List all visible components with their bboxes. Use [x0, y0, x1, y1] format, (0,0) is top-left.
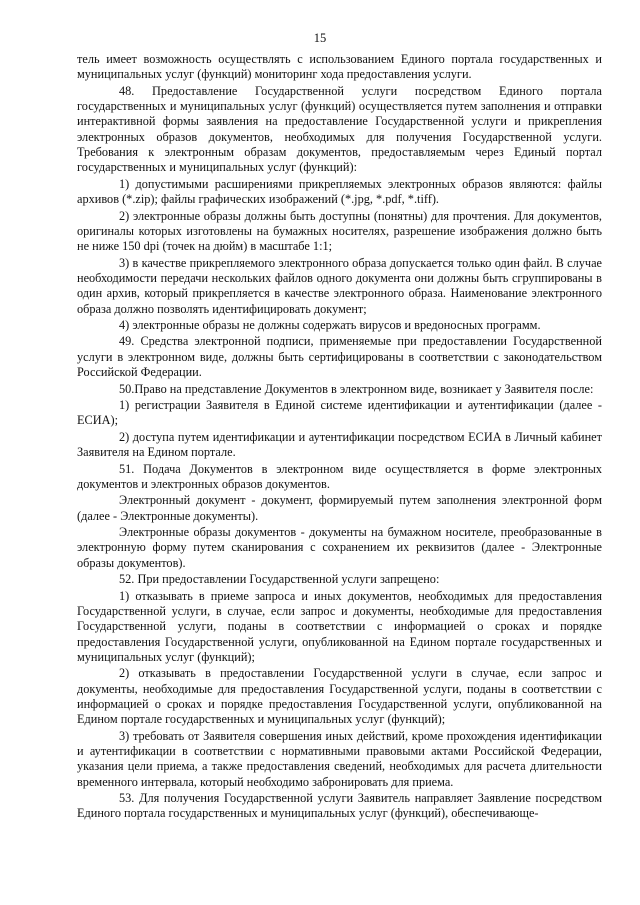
paragraph: 4) электронные образы не должны содержать вирусов и вредоносных программ.	[119, 317, 541, 332]
paragraph: 2) отказывать в предоставлении Государственной услуги в случае, если запрос и документы, необходимые для предоставления Государственной услуги, поданы в соответствии с информацией о сроках и порядке предоставления Государственной услуги, опубликованной на Едином портале государственных и муниципальных услуг (функций);	[77, 666, 602, 727]
paragraph: 50.Право на представление Документов в электронном виде, возникает у Заявителя после:	[119, 381, 594, 396]
paragraph: 3) требовать от Заявителя совершения иных действий, кроме прохождения идентификации и аутентификации в соответствии с нормативными правовыми актами Российской Федерации, указания цели приема, а также предоставления сведений, необходимых для расчета длительности временного интервала, который необходимо забронировать для приема.	[77, 728, 602, 789]
paragraph: 52. При предоставлении Государственной услуги запрещено:	[119, 572, 440, 587]
paragraph: 49. Средства электронной подписи, применяемые при предоставлении Государственной услуги в электронном виде, должны быть сертифицированы в соответствии с законодательством Российской Федерации.	[77, 334, 602, 380]
paragraph: 3) в качестве прикрепляемого электронного образа допускается только один файл. В случае необходимости передачи нескольких файлов одного документа они должны быть сгруппированы в один архив, который прикрепляется в качестве электронного образа. Наименование электронного образа должно позволять идентифицировать документ;	[77, 255, 602, 316]
paragraph: 2) доступа путем идентификации и аутентификации посредством ЕСИА в Личный кабинет Заявителя на Едином портале.	[77, 429, 602, 460]
paragraph: 51. Подача Документов в электронном виде осуществляется в форме электронных документов и электронных образов документов.	[77, 461, 602, 491]
paragraph: 1) регистрации Заявителя в Единой системе идентификации и аутентификации (далее - ЕСИА);	[77, 398, 602, 428]
paragraph: Электронный документ - документ, формируемый путем заполнения электронной форм (далее - Электронные документы).	[77, 493, 602, 523]
paragraph: Электронные образы документов - документы на бумажном носителе, преобразованные в электронную форму путем сканирования с сохранением их реквизитов (далее - Электронные образы документов).	[77, 525, 602, 570]
paragraph: 53. Для получения Государственной услуги Заявитель направляет Заявление посредством Единого портала государственных и муниципальных услуг (функций), обеспечивающе-	[77, 791, 602, 821]
document-body	[77, 52, 602, 823]
page-number: 15	[313, 31, 327, 45]
paragraph: 1) допустимыми расширениями прикрепляемых электронных образов являются: файлы архивов (*.zip); файлы графических изображений (*.jpg, *.pdf, *.tiff).	[77, 176, 602, 207]
paragraph: тель имеет возможность осуществлять с использованием Единого портала государственных и муниципальных услуг (функций) мониторинг хода предоставления услуги.	[77, 52, 602, 82]
paragraph: 2) электронные образы должны быть доступны (понятны) для прочтения. Для документов, оригиналы которых изготовлены на бумажных носителях, разрешение изображения должно быть не ниже 150 dpi (точек на дюйм) в масштабе 1:1;	[77, 208, 602, 254]
paragraph: 48. Предоставление Государственной услуги посредством Единого портала государственных и муниципальных услуг (функций) осуществляется путем заполнения и отправки интерактивной формы заявления на предоставление Государственной услуги и прикрепления электронных образов документов, необходимых для получения Государственной услуги. Требования к электронным образам документов, предоставляемым через Единый портал государственных и муниципальных услуг (функций):	[77, 83, 602, 175]
paragraph: 1) отказывать в приеме запроса и иных документов, необходимых для предоставления Государственной услуги, в случае, если запрос и документы, необходимые для предоставления Государственной услуги, поданы в соответствии с информацией о сроках и порядке предоставления Государственной услуги, опубликованной на Едином портале государственных и муниципальных услуг (функций);	[77, 588, 602, 664]
